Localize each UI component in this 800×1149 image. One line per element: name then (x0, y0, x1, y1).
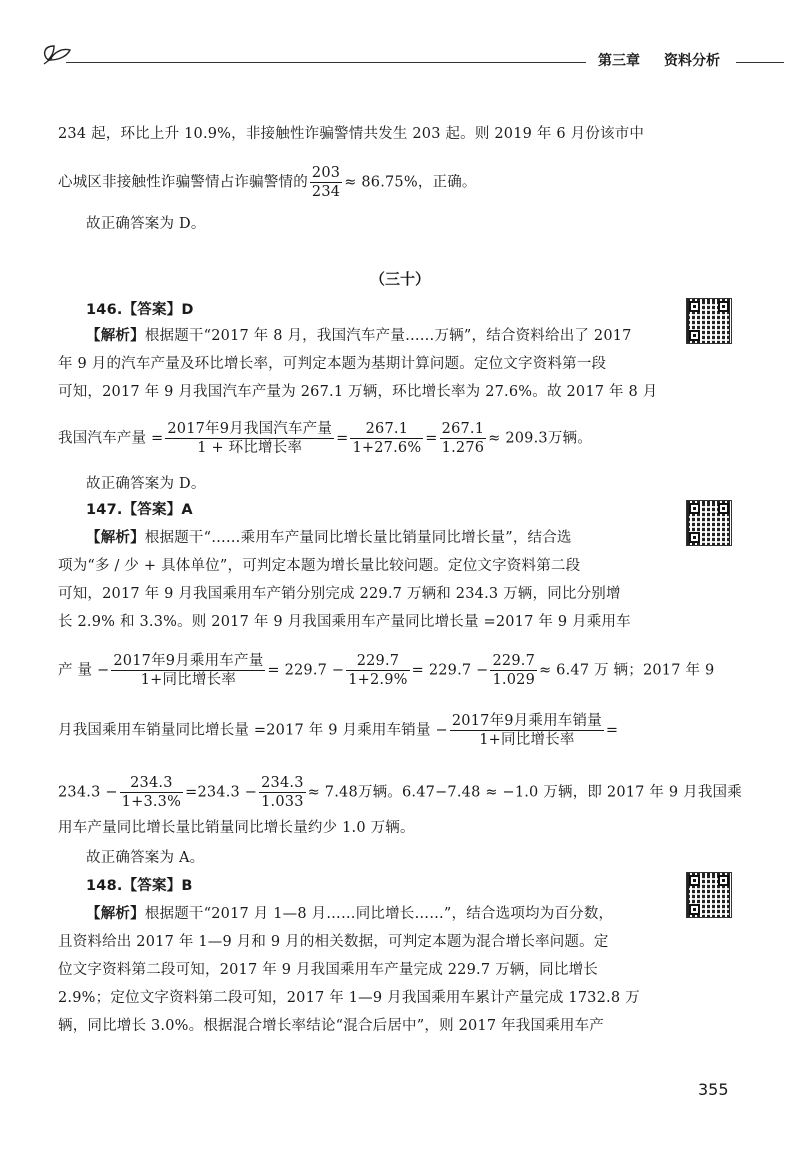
q146-l1-text: 根据题干“2017 年 8 月，我国汽车产量……万辆”，结合资料给出了 2017 (144, 328, 632, 344)
q146-line-2: 年 9 月的汽车产量及环比增长率，可判定本题为基期计算问题。定位文字资料第一段 (58, 356, 607, 372)
q146-formula (58, 420, 592, 457)
q147-formula-2 (58, 712, 618, 749)
q147-f3b-num: 234.3 (261, 775, 304, 791)
q148-line-5: 辆，同比增长 3.0%。根据混合增长率结论“混合后居中”，则 2017 年我国乘用车产 (58, 1018, 604, 1034)
q148-line-4: 2.9%；定位文字资料第二段可知，2017 年 1—9 月我国乘用车累计产量完成 1732.8 万 (58, 990, 640, 1006)
q148-label: 【解析】 (86, 906, 145, 922)
q147-frac-3a (120, 774, 183, 811)
q147-f1c-num: 229.7 (492, 653, 535, 669)
page-number: 355 (698, 1080, 729, 1099)
q147-line-3: 可知，2017 年 9 月我国乘用车产销分别完成 229.7 万辆和 234.3 万辆，同比分别增 (58, 586, 621, 602)
q147-f2a-num: 2017年9月乘用车销量 (451, 713, 602, 729)
q146-eq-1: = (336, 430, 349, 447)
p1-frac-den: 234 (311, 184, 341, 200)
q147-f3-post: ≈ 7.48万辆。6.47−7.48 ≈ −1.0 万辆，即 2017 年 9 月我国乘 (307, 784, 742, 801)
q147-line-1 (86, 528, 572, 548)
q147-line-4: 长 2.9% 和 3.3%。则 2017 年 9 月我国乘用车产量同比增长量 =2017 年 9 月乘用车 (58, 614, 631, 630)
qr-code-148[interactable] (686, 872, 732, 918)
q147-head: 147.【答案】A (86, 502, 193, 518)
q146-f3-num: 267.1 (441, 421, 485, 437)
q147-f3a-num: 234.3 (120, 774, 183, 793)
q147-f3-mid: =234.3 − (185, 784, 258, 801)
p1-l2-post: ≈ 86.75%，正确。 (344, 174, 477, 191)
q147-f1-mid1: = 229.7 − (267, 662, 345, 679)
q147-f3a-den: 1+3.3% (121, 794, 182, 810)
q147-f2a-den: 1+同比增长率 (479, 732, 575, 748)
q147-f1-post: ≈ 6.47 万 辆；2017 年 9 (539, 662, 715, 679)
q146-f1-den: 1 + 环比增长率 (197, 440, 303, 456)
q147-line-2: 项为“多 / 少 + 具体单位”，可判定本题为增长量比较问题。定位文字资料第二段 (58, 558, 581, 574)
p1-answer: 故正确答案为 D。 (86, 216, 206, 232)
header-rule (66, 62, 586, 63)
q147-frac-1a (111, 652, 265, 689)
q146-answer: 故正确答案为 D。 (86, 476, 206, 492)
q147-f2-pre: 月我国乘用车销量同比增长量 =2017 年 9 月乘用车销量 − (58, 722, 448, 739)
p1-frac-num: 203 (311, 165, 341, 181)
q146-f1-num: 2017年9月我国汽车产量 (167, 421, 333, 437)
q147-f2-post: = (605, 722, 619, 739)
q146-f-pre: 我国汽车产量 = (58, 430, 164, 447)
header-section: 资料分析 (664, 53, 720, 69)
q147-label: 【解析】 (86, 530, 145, 546)
q146-eq-2: = (425, 430, 438, 447)
q147-frac-3b (259, 774, 306, 811)
section-title: （三十） (369, 270, 430, 288)
q146-frac-3 (440, 420, 487, 457)
qr-code-146[interactable] (686, 298, 732, 344)
q147-formula-3 (58, 774, 742, 811)
q146-frac-1 (165, 420, 334, 457)
q147-frac-2a (450, 712, 604, 749)
q146-head: 146.【答案】D (86, 302, 194, 318)
q148-line-3: 位文字资料第二段可知，2017 年 9 月我国乘用车产量完成 229.7 万辆，同比增长 (58, 962, 598, 978)
q147-f1a-den: 1+同比增长率 (140, 672, 237, 688)
q147-line-end: 用车产量同比增长量比销量同比增长量约少 1.0 万辆。 (58, 820, 415, 836)
q146-line-3: 可知，2017 年 9 月我国汽车产量为 267.1 万辆，环比增长率为 27.6%。故 2017 年 8 月 (58, 384, 658, 400)
q147-f1c-den: 1.029 (492, 672, 535, 688)
q146-f-post: ≈ 209.3万辆。 (488, 430, 592, 447)
q146-f2-den: 1+27.6% (352, 440, 422, 456)
header-chapter: 第三章 (598, 53, 640, 69)
q147-f3-pre: 234.3 − (58, 784, 118, 801)
q147-f1a-num: 2017年9月乘用车产量 (113, 653, 264, 669)
q148-l1-text: 根据题干“2017 月 1—8 月……同比增长……”，结合选项均为百分数， (144, 906, 614, 922)
q147-f1-mid2: = 229.7 − (411, 662, 489, 679)
q146-f3-den: 1.276 (441, 440, 485, 456)
p1-line-2 (58, 164, 477, 201)
q147-f1b-num: 229.7 (346, 652, 409, 671)
q146-label: 【解析】 (86, 328, 145, 344)
p1-l2-pre: 心城区非接触性诈骗警情占诈骗警情的 (58, 174, 308, 191)
q146-f2-num: 267.1 (350, 420, 423, 439)
q147-f3b-den: 1.033 (261, 794, 304, 810)
q147-frac-1b (346, 652, 409, 689)
qr-code-147[interactable] (686, 500, 732, 546)
q147-f1b-den: 1+2.9% (348, 672, 408, 688)
q148-line-1 (86, 904, 613, 924)
q147-f1-pre: 产 量 − (58, 662, 110, 679)
p1-fraction (310, 164, 342, 201)
q147-frac-1c (490, 652, 537, 689)
q146-frac-2 (350, 420, 423, 457)
header-rule-right (736, 62, 784, 63)
q148-line-2: 且资料给出 2017 年 1—9 月和 9 月的相关数据，可判定本题为混合增长率问题。定 (58, 934, 609, 950)
q147-formula-1 (58, 652, 714, 689)
p1-line-1: 234 起，环比上升 10.9%，非接触性诈骗警情共发生 203 起。则 2019 年 6 月份该市中 (58, 126, 645, 142)
q146-line-1 (86, 326, 632, 346)
q148-head: 148.【答案】B (86, 878, 193, 894)
q147-answer: 故正确答案为 A。 (86, 850, 205, 866)
q147-l1-text: 根据题干“……乘用车产量同比增长量比销量同比增长量”，结合选 (144, 530, 572, 546)
